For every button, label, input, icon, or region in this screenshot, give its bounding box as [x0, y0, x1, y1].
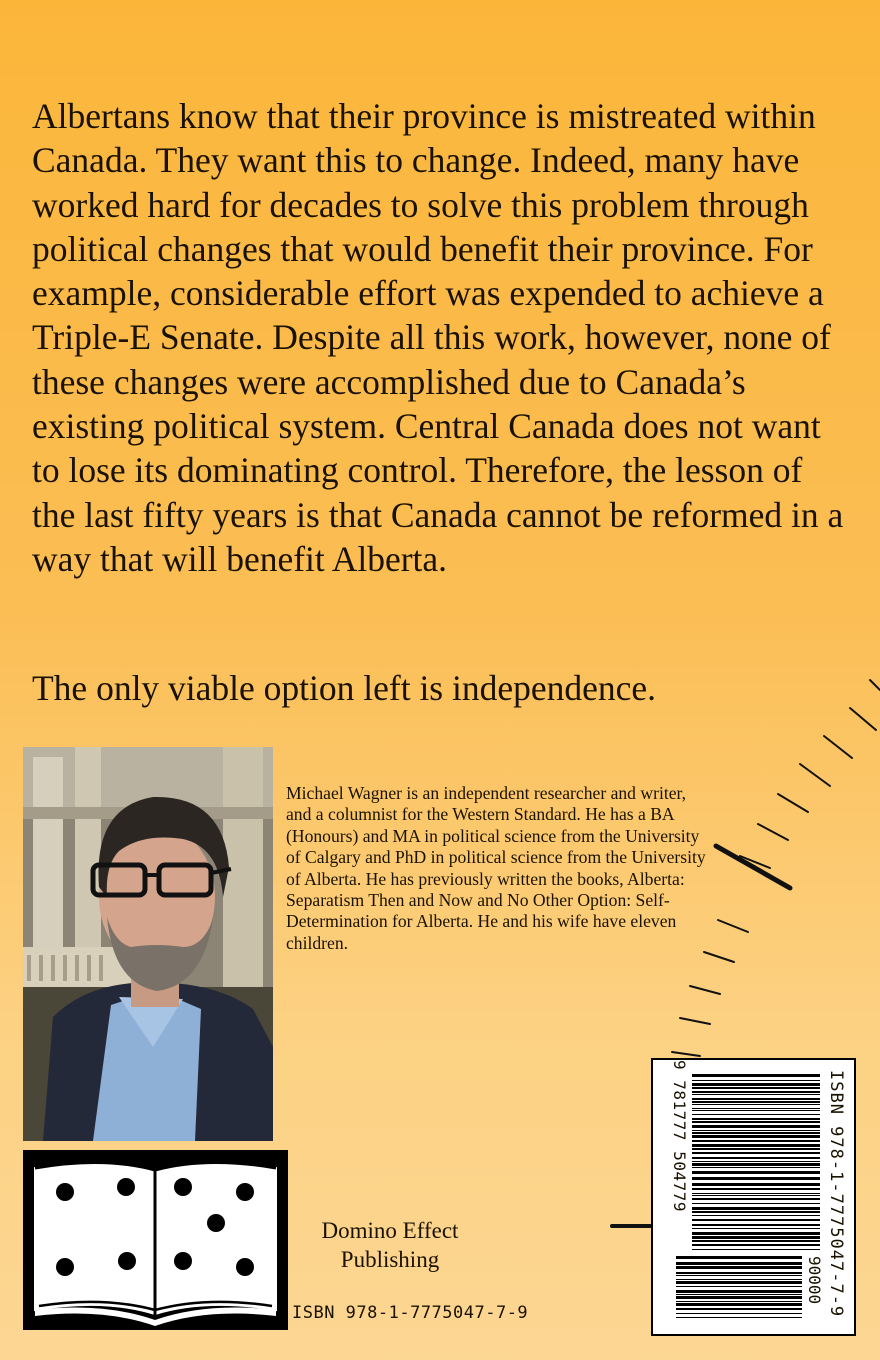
- barcode-bar: [692, 1177, 820, 1180]
- barcode-main-bars: [692, 1074, 820, 1250]
- publisher-logo: [23, 1150, 288, 1330]
- barcode-bar: [692, 1219, 820, 1221]
- barcode-bar: [676, 1294, 802, 1295]
- barcode-bar: [692, 1232, 820, 1235]
- barcode-bar: [692, 1132, 820, 1134]
- publisher-name-line1: Domino Effect: [321, 1218, 459, 1243]
- barcode-bar: [692, 1215, 820, 1216]
- barcode-bar: [692, 1130, 820, 1131]
- barcode-bar: [692, 1118, 820, 1120]
- barcode-bar: [692, 1152, 820, 1154]
- barcode-bar: [676, 1272, 802, 1274]
- barcode-bar: [692, 1108, 820, 1109]
- barcode-bar: [692, 1087, 820, 1089]
- barcode-bar: [692, 1125, 820, 1128]
- barcode-bar: [692, 1098, 820, 1100]
- barcode-bar: [692, 1167, 820, 1168]
- publisher-name-line2: Publishing: [340, 1247, 440, 1272]
- barcode-bar: [692, 1091, 820, 1093]
- barcode-isbn-label: ISBN 978-1-7775047-7-9: [826, 1070, 846, 1318]
- isbn-text: ISBN 978-1-7775047-7-9: [292, 1303, 529, 1323]
- barcode-bar: [676, 1286, 802, 1287]
- barcode-bar: [692, 1163, 820, 1166]
- barcode-bar: [692, 1171, 820, 1174]
- barcode-bar: [676, 1266, 802, 1269]
- barcode-bar: [692, 1074, 820, 1077]
- barcode-bar: [692, 1083, 820, 1086]
- barcode-bar: [692, 1211, 820, 1213]
- barcode-bar: [692, 1240, 820, 1242]
- barcode-bar: [676, 1275, 802, 1276]
- barcode-bar: [676, 1290, 802, 1293]
- barcode-bar: [692, 1094, 820, 1095]
- barcode-bar: [692, 1110, 820, 1111]
- barcode-bar: [692, 1114, 820, 1115]
- barcode-bar: [692, 1080, 820, 1081]
- author-bio: Michael Wagner is an independent researcher and writer, and a columnist for the Western Standard. He has a BA (Honours) and MA in political science from the University of Calgary and PhD in political science from the University of Alberta. He has previously written the books, Alberta: Separatism Then and Now and No Other Option: Self-Determination for Alberta. He and his wife have eleven children.: [286, 783, 706, 953]
- author-photo: [23, 747, 273, 1141]
- barcode-bar: [692, 1104, 820, 1105]
- barcode-bar: [692, 1148, 820, 1150]
- open-book-domino-icon: [23, 1150, 288, 1330]
- barcode-bar: [692, 1188, 820, 1190]
- barcode-bar: [692, 1121, 820, 1123]
- barcode-bar: [692, 1198, 820, 1200]
- barcode-bar: [692, 1183, 820, 1186]
- barcode-addon-digits: 90000: [805, 1256, 824, 1305]
- barcode-bar: [676, 1308, 802, 1310]
- barcode-bar: [692, 1236, 820, 1239]
- barcode-bar: [692, 1203, 820, 1204]
- barcode-bar: [692, 1135, 820, 1138]
- barcode-bar: [692, 1161, 820, 1162]
- barcode-bar: [676, 1296, 802, 1299]
- barcode-bar: [692, 1207, 820, 1210]
- barcode-bar: [692, 1224, 820, 1226]
- barcode-bar: [676, 1303, 802, 1306]
- barcode-addon-bars: [676, 1256, 802, 1318]
- barcode-bar: [676, 1301, 802, 1302]
- barcode-bar: [692, 1193, 820, 1194]
- barcode-bar: [692, 1140, 820, 1142]
- barcode-main-digits: 9 781777 504779: [670, 1060, 689, 1212]
- blurb-text: Albertans know that their province is mistreated within Canada. They want this to change. Indeed, many have worked hard for decades to solve this problem through political changes that would benefit their province. For example, considerable effort was expended to achieve a Triple-E Senate. Despite all this work, however, none of these changes were accomplished due to Canada’s existing political system. Central Canada does not want to lose its dominating control. Therefore, the lesson of the last fifty years is that Canada cannot be reformed in a way that will benefit Alberta.: [32, 96, 844, 579]
- barcode-bar: [692, 1157, 820, 1159]
- isbn-barcode: [651, 1058, 856, 1336]
- barcode-bar: [676, 1317, 802, 1318]
- barcode-bar: [692, 1249, 820, 1250]
- barcode-bar: [692, 1101, 820, 1103]
- barcode-bar: [692, 1228, 820, 1229]
- barcode-bar: [692, 1195, 820, 1196]
- tagline-text: The only viable option left is independence.: [32, 668, 657, 708]
- barcode-bar: [676, 1256, 802, 1259]
- barcode-bar: [692, 1244, 820, 1246]
- publisher-name: [300, 1216, 480, 1274]
- barcode-bar: [676, 1313, 802, 1314]
- barcode-bar: [692, 1144, 820, 1147]
- barcode-bar: [676, 1262, 802, 1265]
- barcode-bar: [676, 1279, 802, 1280]
- barcode-bar: [676, 1281, 802, 1284]
